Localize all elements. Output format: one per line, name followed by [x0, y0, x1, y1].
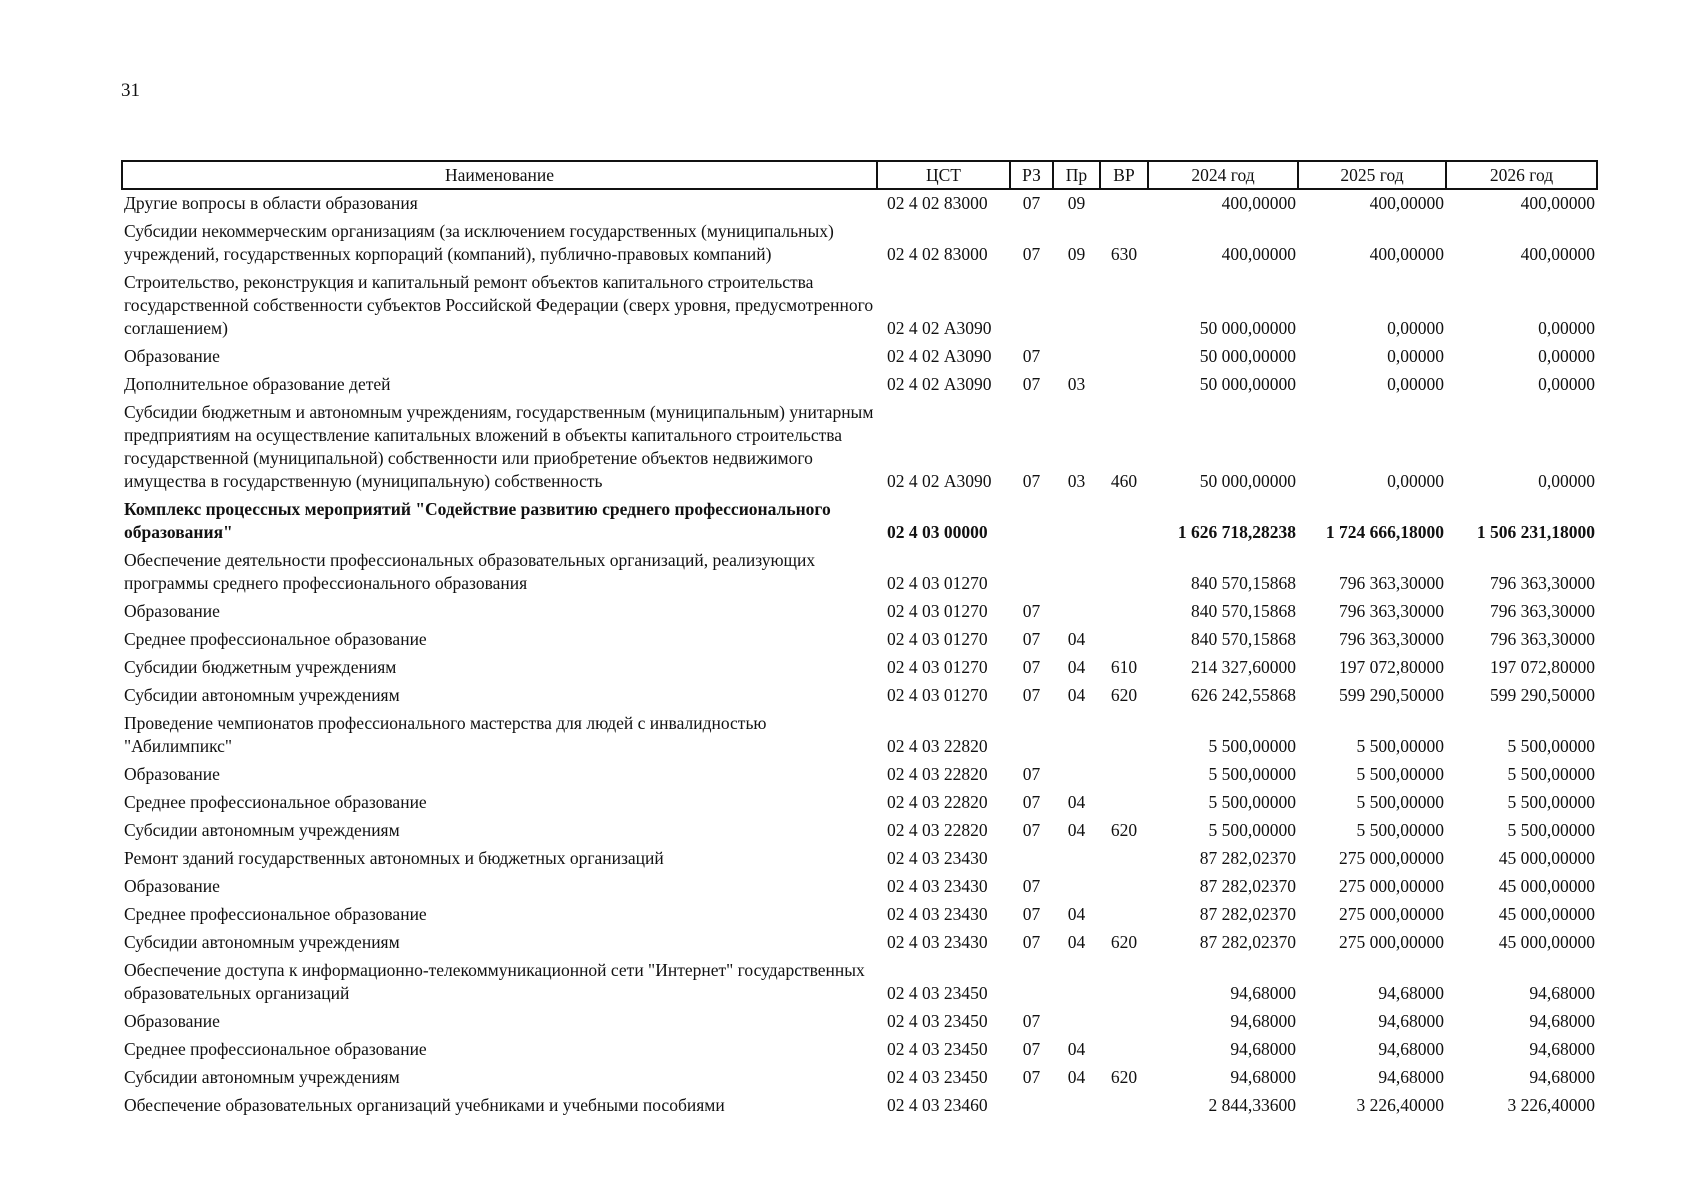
row-pr: 04: [1067, 1067, 1086, 1087]
row-name: Обеспечение доступа к информационно-телекоммуникационной сети "Интернет" государственных образовательных организаций: [124, 960, 865, 1003]
row-amount-2026: 5 500,00000: [1507, 736, 1595, 756]
row-cst: 02 4 03 22820: [887, 792, 988, 812]
table-body: [122, 189, 1597, 1120]
row-vr: [1100, 789, 1148, 817]
row-amount-2026: 94,68000: [1529, 983, 1595, 1003]
row-vr: [1100, 845, 1148, 873]
row-vr: [1100, 873, 1148, 901]
row-amount-2026: 45 000,00000: [1498, 932, 1595, 952]
table-row: [122, 547, 1597, 598]
row-pr: [1053, 761, 1100, 789]
table-row: [122, 957, 1597, 1008]
row-pr: 04: [1067, 792, 1086, 812]
row-vr: [1100, 1008, 1148, 1036]
row-amount-2024: 94,68000: [1230, 1039, 1296, 1059]
row-pr: [1053, 496, 1100, 547]
row-amount-2025: 400,00000: [1369, 244, 1444, 264]
row-rz: [1010, 845, 1053, 873]
table-row: [122, 189, 1597, 218]
row-amount-2025: 94,68000: [1378, 1039, 1444, 1059]
row-pr: [1053, 343, 1100, 371]
row-pr: 09: [1067, 244, 1086, 264]
row-amount-2025: 599 290,50000: [1339, 685, 1444, 705]
row-vr: [1100, 626, 1148, 654]
row-amount-2025: 197 072,80000: [1339, 657, 1444, 677]
row-amount-2026: 599 290,50000: [1490, 685, 1595, 705]
row-amount-2026: 45 000,00000: [1498, 848, 1595, 868]
table-row: [122, 845, 1597, 873]
header-row: [122, 161, 1597, 189]
header-2024: 2024 год: [1148, 161, 1298, 189]
row-pr: 03: [1067, 374, 1086, 394]
row-pr: 09: [1067, 193, 1086, 213]
row-rz: [1010, 710, 1053, 761]
row-rz: 07: [1022, 932, 1041, 952]
table-row: [122, 682, 1597, 710]
row-amount-2026: 0,00000: [1538, 374, 1595, 394]
table-row: [122, 496, 1597, 547]
row-pr: [1053, 1092, 1100, 1120]
row-amount-2025: 796 363,30000: [1339, 601, 1444, 621]
row-cst: 02 4 03 23450: [887, 1039, 988, 1059]
row-rz: 07: [1022, 657, 1041, 677]
row-vr: [1100, 710, 1148, 761]
row-name: Проведение чемпионатов профессионального мастерства для людей с инвалидностью "Абилимпикс": [124, 713, 767, 756]
row-name: Субсидии автономным учреждениям: [124, 685, 400, 705]
row-rz: 07: [1022, 820, 1041, 840]
row-amount-2024: 1 626 718,28238: [1177, 522, 1296, 542]
row-amount-2024: 840 570,15868: [1191, 629, 1296, 649]
row-amount-2024: 5 500,00000: [1208, 764, 1296, 784]
row-amount-2026: 45 000,00000: [1498, 876, 1595, 896]
row-pr: [1053, 845, 1100, 873]
row-cst: 02 4 02 А3090: [887, 471, 992, 491]
row-rz: 07: [1022, 1039, 1041, 1059]
row-amount-2026: 45 000,00000: [1498, 904, 1595, 924]
row-name: Среднее профессиональное образование: [124, 904, 427, 924]
row-name: Ремонт зданий государственных автономных и бюджетных организаций: [124, 848, 664, 868]
row-pr: [1053, 873, 1100, 901]
row-amount-2025: 275 000,00000: [1339, 904, 1444, 924]
table-row: [122, 654, 1597, 682]
table-row: [122, 873, 1597, 901]
row-amount-2025: 5 500,00000: [1356, 792, 1444, 812]
row-amount-2026: 0,00000: [1538, 346, 1595, 366]
row-amount-2026: 0,00000: [1538, 471, 1595, 491]
table-row: [122, 1036, 1597, 1064]
row-vr: [1100, 269, 1148, 343]
table-header: [122, 161, 1597, 189]
table-row: [122, 626, 1597, 654]
row-vr: 630: [1110, 244, 1138, 264]
row-vr: [1100, 901, 1148, 929]
row-pr: [1053, 598, 1100, 626]
row-cst: 02 4 02 А3090: [887, 318, 992, 338]
row-amount-2025: 5 500,00000: [1356, 736, 1444, 756]
row-cst: 02 4 03 00000: [887, 522, 988, 542]
row-rz: 07: [1022, 629, 1041, 649]
row-rz: 07: [1022, 244, 1041, 264]
row-name: Другие вопросы в области образования: [124, 193, 418, 213]
table-row: [122, 789, 1597, 817]
row-amount-2024: 87 282,02370: [1199, 904, 1296, 924]
table-row: [122, 761, 1597, 789]
row-cst: 02 4 03 01270: [887, 601, 988, 621]
table-row: [122, 371, 1597, 399]
row-vr: 620: [1110, 685, 1138, 705]
table-row: [122, 399, 1597, 496]
row-cst: 02 4 03 01270: [887, 629, 988, 649]
row-amount-2024: 840 570,15868: [1191, 601, 1296, 621]
row-name: Строительство, реконструкция и капитальный ремонт объектов капитального строительства государственной собственности субъектов Российской Федерации (сверх уровня, предусмотренного соглашением): [124, 272, 874, 338]
row-amount-2026: 94,68000: [1529, 1067, 1595, 1087]
row-amount-2024: 5 500,00000: [1208, 736, 1296, 756]
row-amount-2024: 50 000,00000: [1199, 471, 1296, 491]
row-name: Субсидии некоммерческим организациям (за исключением государственных (муниципальных) учреждений, государственных корпораций (компаний), публично-правовых компаний): [124, 221, 834, 264]
row-amount-2024: 5 500,00000: [1208, 792, 1296, 812]
table-row: [122, 817, 1597, 845]
row-rz: 07: [1022, 876, 1041, 896]
row-cst: 02 4 02 А3090: [887, 374, 992, 394]
row-amount-2025: 796 363,30000: [1339, 629, 1444, 649]
row-amount-2025: 275 000,00000: [1339, 932, 1444, 952]
table-row: [122, 598, 1597, 626]
header-cst: ЦСТ: [877, 161, 1010, 189]
row-amount-2026: 796 363,30000: [1490, 573, 1595, 593]
row-amount-2026: 94,68000: [1529, 1011, 1595, 1031]
row-amount-2024: 5 500,00000: [1208, 820, 1296, 840]
row-amount-2026: 400,00000: [1520, 193, 1595, 213]
row-amount-2024: 87 282,02370: [1199, 848, 1296, 868]
row-name: Дополнительное образование детей: [124, 374, 391, 394]
budget-table: [121, 160, 1598, 1120]
header-2025: 2025 год: [1298, 161, 1446, 189]
row-amount-2024: 214 327,60000: [1191, 657, 1296, 677]
row-amount-2024: 94,68000: [1230, 983, 1296, 1003]
row-amount-2026: 796 363,30000: [1490, 601, 1595, 621]
row-vr: [1100, 598, 1148, 626]
row-pr: 03: [1067, 471, 1086, 491]
row-pr: [1053, 957, 1100, 1008]
row-amount-2026: 400,00000: [1520, 244, 1595, 264]
row-amount-2024: 87 282,02370: [1199, 876, 1296, 896]
row-name: Субсидии автономным учреждениям: [124, 820, 400, 840]
row-amount-2026: 1 506 231,18000: [1476, 522, 1595, 542]
row-name: Среднее профессиональное образование: [124, 1039, 427, 1059]
row-cst: 02 4 03 23430: [887, 904, 988, 924]
row-vr: 620: [1110, 1067, 1138, 1087]
row-name: Образование: [124, 1011, 220, 1031]
row-amount-2025: 94,68000: [1378, 1011, 1444, 1031]
row-amount-2025: 5 500,00000: [1356, 820, 1444, 840]
table-row: [122, 710, 1597, 761]
row-cst: 02 4 03 23450: [887, 1067, 988, 1087]
header-rz: РЗ: [1010, 161, 1053, 189]
row-name: Субсидии бюджетным учреждениям: [124, 657, 397, 677]
row-amount-2025: 0,00000: [1387, 471, 1444, 491]
table-row: [122, 929, 1597, 957]
header-pr: Пр: [1053, 161, 1100, 189]
row-vr: [1100, 547, 1148, 598]
row-amount-2024: 626 242,55868: [1191, 685, 1296, 705]
table-row: [122, 1092, 1597, 1120]
row-pr: [1053, 269, 1100, 343]
row-rz: 07: [1022, 346, 1041, 366]
row-amount-2024: 94,68000: [1230, 1067, 1296, 1087]
row-cst: 02 4 03 23430: [887, 876, 988, 896]
row-amount-2025: 275 000,00000: [1339, 848, 1444, 868]
row-rz: 07: [1022, 601, 1041, 621]
row-amount-2025: 1 724 666,18000: [1325, 522, 1444, 542]
table-row: [122, 269, 1597, 343]
table-row: [122, 343, 1597, 371]
row-amount-2025: 94,68000: [1378, 983, 1444, 1003]
table-row: [122, 1064, 1597, 1092]
row-rz: 07: [1022, 193, 1041, 213]
row-pr: 04: [1067, 629, 1086, 649]
row-cst: 02 4 03 23430: [887, 848, 988, 868]
row-amount-2025: 796 363,30000: [1339, 573, 1444, 593]
row-amount-2024: 87 282,02370: [1199, 932, 1296, 952]
row-rz: [1010, 496, 1053, 547]
row-amount-2024: 400,00000: [1221, 244, 1296, 264]
header-name: Наименование: [122, 161, 877, 189]
table-row: [122, 901, 1597, 929]
row-rz: 07: [1022, 792, 1041, 812]
row-amount-2025: 3 226,40000: [1356, 1095, 1444, 1115]
row-pr: [1053, 547, 1100, 598]
row-vr: [1100, 957, 1148, 1008]
row-amount-2025: 0,00000: [1387, 374, 1444, 394]
table-row: [122, 1008, 1597, 1036]
row-rz: [1010, 957, 1053, 1008]
row-cst: 02 4 03 23430: [887, 932, 988, 952]
row-amount-2024: 50 000,00000: [1199, 318, 1296, 338]
row-cst: 02 4 02 83000: [887, 244, 988, 264]
row-amount-2026: 796 363,30000: [1490, 629, 1595, 649]
row-amount-2026: 197 072,80000: [1490, 657, 1595, 677]
row-vr: 610: [1110, 657, 1138, 677]
row-pr: 04: [1067, 1039, 1086, 1059]
row-rz: 07: [1022, 374, 1041, 394]
row-pr: [1053, 1008, 1100, 1036]
row-rz: [1010, 547, 1053, 598]
row-name: Среднее профессиональное образование: [124, 792, 427, 812]
row-amount-2026: 5 500,00000: [1507, 764, 1595, 784]
row-cst: 02 4 03 01270: [887, 685, 988, 705]
row-rz: 07: [1022, 1067, 1041, 1087]
row-name: Обеспечение деятельности профессиональных образовательных организаций, реализующих программы среднего профессионального образования: [124, 550, 816, 593]
row-name: Субсидии автономным учреждениям: [124, 1067, 400, 1087]
row-amount-2026: 94,68000: [1529, 1039, 1595, 1059]
row-amount-2024: 400,00000: [1221, 193, 1296, 213]
row-vr: 620: [1110, 932, 1138, 952]
row-vr: [1100, 1092, 1148, 1120]
row-amount-2026: 3 226,40000: [1507, 1095, 1595, 1115]
row-cst: 02 4 03 22820: [887, 736, 988, 756]
row-rz: 07: [1022, 764, 1041, 784]
row-amount-2025: 94,68000: [1378, 1067, 1444, 1087]
row-pr: 04: [1067, 657, 1086, 677]
row-rz: [1010, 1092, 1053, 1120]
row-name: Субсидии автономным учреждениям: [124, 932, 400, 952]
row-pr: 04: [1067, 904, 1086, 924]
row-amount-2025: 400,00000: [1369, 193, 1444, 213]
row-rz: 07: [1022, 685, 1041, 705]
row-pr: 04: [1067, 685, 1086, 705]
row-pr: 04: [1067, 820, 1086, 840]
row-vr: 620: [1110, 820, 1138, 840]
row-vr: [1100, 343, 1148, 371]
row-name: Образование: [124, 764, 220, 784]
row-amount-2025: 0,00000: [1387, 346, 1444, 366]
row-cst: 02 4 02 83000: [887, 193, 988, 213]
row-amount-2024: 840 570,15868: [1191, 573, 1296, 593]
row-name: Среднее профессиональное образование: [124, 629, 427, 649]
row-vr: [1100, 189, 1148, 218]
row-rz: [1010, 269, 1053, 343]
row-amount-2024: 50 000,00000: [1199, 346, 1296, 366]
row-pr: 04: [1067, 932, 1086, 952]
row-vr: 460: [1110, 471, 1138, 491]
row-rz: 07: [1022, 904, 1041, 924]
row-amount-2026: 5 500,00000: [1507, 792, 1595, 812]
row-cst: 02 4 03 23460: [887, 1095, 988, 1115]
row-cst: 02 4 03 22820: [887, 820, 988, 840]
row-amount-2024: 2 844,33600: [1208, 1095, 1296, 1115]
row-amount-2026: 5 500,00000: [1507, 820, 1595, 840]
row-name: Образование: [124, 346, 220, 366]
row-name: Образование: [124, 601, 220, 621]
row-amount-2025: 5 500,00000: [1356, 764, 1444, 784]
row-name: Комплекс процессных мероприятий "Содействие развитию среднего профессионального образования": [124, 499, 831, 542]
row-name: Субсидии бюджетным и автономным учреждениям, государственным (муниципальным) унитарным предприятиям на осуществление капитальных вложений в объекты капитального строительства государственной (муниципальной) собственности или приобретение объектов недвижимого имущества в государственную (муниципальную) собственность: [124, 402, 874, 491]
row-name: Обеспечение образовательных организаций учебниками и учебными пособиями: [124, 1095, 725, 1115]
header-2026: 2026 год: [1446, 161, 1597, 189]
row-cst: 02 4 03 01270: [887, 657, 988, 677]
row-rz: 07: [1022, 1011, 1041, 1031]
header-vr: ВР: [1100, 161, 1148, 189]
row-cst: 02 4 03 01270: [887, 573, 988, 593]
row-cst: 02 4 03 23450: [887, 1011, 988, 1031]
row-amount-2025: 275 000,00000: [1339, 876, 1444, 896]
row-cst: 02 4 03 23450: [887, 983, 988, 1003]
row-amount-2024: 94,68000: [1230, 1011, 1296, 1031]
row-vr: [1100, 371, 1148, 399]
row-vr: [1100, 761, 1148, 789]
row-amount-2024: 50 000,00000: [1199, 374, 1296, 394]
page-number: 31: [121, 80, 140, 101]
row-cst: 02 4 03 22820: [887, 764, 988, 784]
row-amount-2025: 0,00000: [1387, 318, 1444, 338]
row-vr: [1100, 1036, 1148, 1064]
table-row: [122, 218, 1597, 269]
row-name: Образование: [124, 876, 220, 896]
row-vr: [1100, 496, 1148, 547]
row-rz: 07: [1022, 471, 1041, 491]
row-amount-2026: 0,00000: [1538, 318, 1595, 338]
row-cst: 02 4 02 А3090: [887, 346, 992, 366]
row-pr: [1053, 710, 1100, 761]
